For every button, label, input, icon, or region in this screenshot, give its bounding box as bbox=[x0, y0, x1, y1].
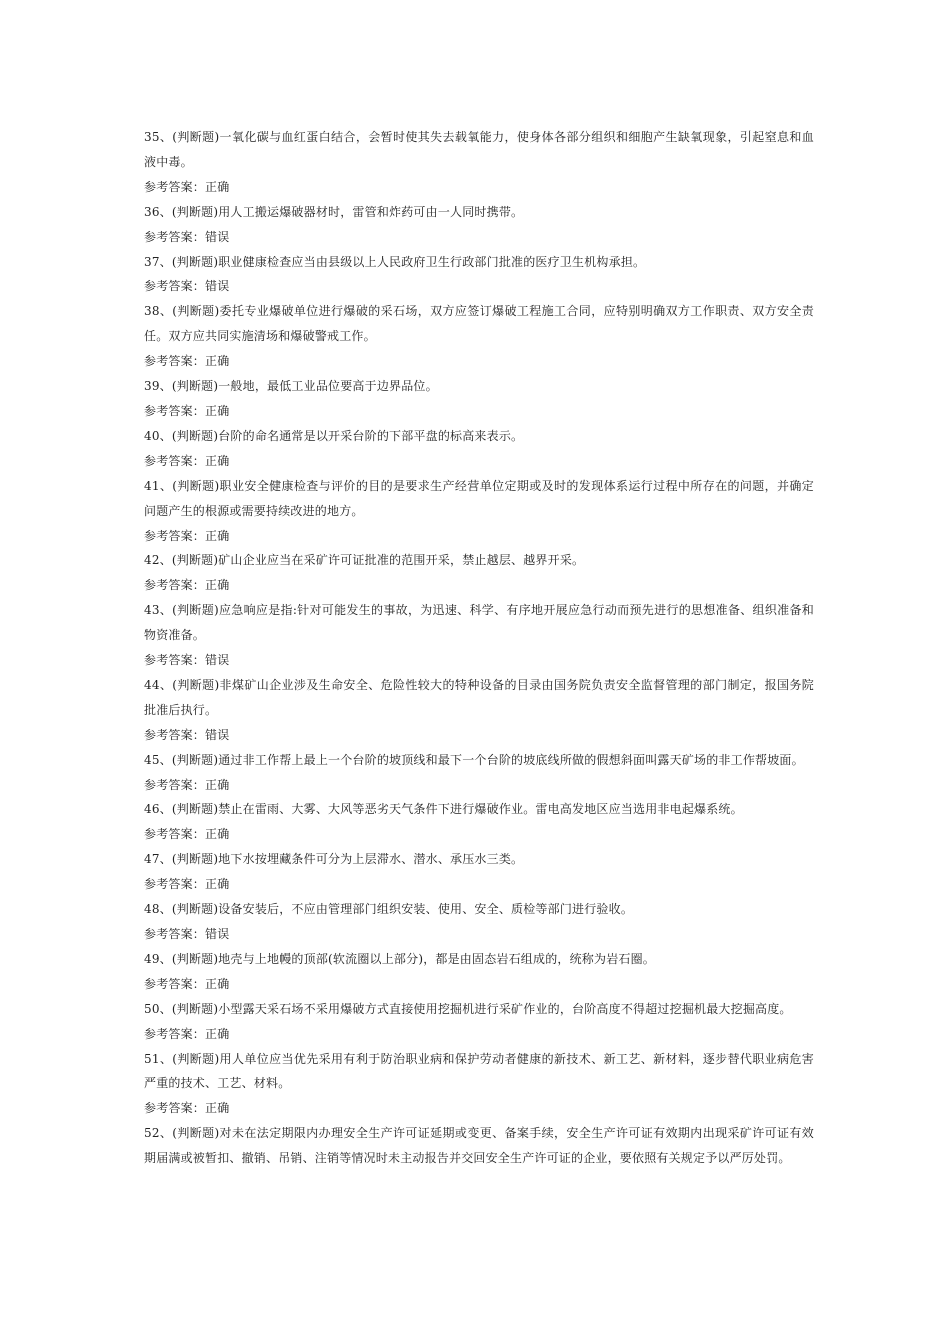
question-text: 52、(判断题)对未在法定期限内办理安全生产许可证延期或变更、备案手续，安全生产许可证有效期内出现采矿许可证有效期届满或被暂扣、撤销、吊销、注销等情况时未主动报告并交回安全生产许可证的企业，要依照有关规定予以严厉处罚。 bbox=[144, 1126, 814, 1166]
question-text: 48、(判断题)设备安装后，不应由管理部门组织安装、使用、安全、质检等部门进行验收。 bbox=[144, 902, 634, 917]
answer-text: 参考答案：正确 bbox=[144, 179, 230, 194]
question-text: 35、(判断题)一氧化碳与血红蛋白结合，会暂时使其失去载氧能力，使身体各部分组织和细胞产生缺氧现象，引起窒息和血液中毒。 bbox=[144, 130, 814, 169]
question-text: 42、(判断题)矿山企业应当在采矿许可证批准的范围开采，禁止越层、越界开采。 bbox=[144, 553, 585, 568]
question-text: 37、(判断题)职业健康检查应当由县级以上人民政府卫生行政部门批准的医疗卫生机构承担。 bbox=[144, 254, 646, 269]
answer-text: 参考答案：正确 bbox=[144, 1101, 230, 1116]
question-text: 50、(判断题)小型露天采石场不采用爆破方式直接使用挖掘机进行采矿作业的，台阶高度不得超过挖掘机最大挖掘高度。 bbox=[144, 1001, 792, 1016]
answer-text: 参考答案：正确 bbox=[144, 1026, 230, 1041]
answer-text: 参考答案：正确 bbox=[144, 528, 230, 543]
question-text: 36、(判断题)用人工搬运爆破器材时，雷管和炸药可由一人同时携带。 bbox=[144, 204, 524, 219]
question-list bbox=[144, 125, 814, 1171]
question-text: 47、(判断题)地下水按埋藏条件可分为上层滞水、潜水、承压水三类。 bbox=[144, 852, 524, 867]
answer-text: 参考答案：正确 bbox=[144, 827, 230, 842]
answer-text: 参考答案：错误 bbox=[144, 653, 230, 668]
answer-text: 参考答案：正确 bbox=[144, 453, 230, 468]
question-text: 43、(判断题)应急响应是指:针对可能发生的事故，为迅速、科学、有序地开展应急行动而预先进行的思想准备、组织准备和物资准备。 bbox=[144, 603, 814, 643]
answer-text: 参考答案：正确 bbox=[144, 354, 230, 369]
answer-text: 参考答案：错误 bbox=[144, 229, 230, 244]
answer-text: 参考答案：错误 bbox=[144, 927, 230, 941]
question-text: 39、(判断题)一般地，最低工业品位要高于边界品位。 bbox=[144, 379, 438, 394]
answer-text: 参考答案：正确 bbox=[144, 877, 230, 892]
answer-text: 参考答案：正确 bbox=[144, 777, 230, 792]
question-text: 49、(判断题)地壳与上地幔的顶部(软流圈以上部分)，都是由固态岩石组成的，统称为岩石圈。 bbox=[144, 951, 655, 966]
question-text: 46、(判断题)禁止在雷雨、大雾、大风等恶劣天气条件下进行爆破作业。雷电高发地区应当选用非电起爆系统。 bbox=[144, 802, 743, 817]
question-text: 41、(判断题)职业安全健康检查与评价的目的是要求生产经营单位定期或及时的发现体系运行过程中所存在的问题，并确定问题产生的根源或需要持续改进的地方。 bbox=[144, 478, 814, 518]
question-text: 38、(判断题)委托专业爆破单位进行爆破的采石场，双方应签订爆破工程施工合同，应特别明确双方工作职责、双方安全责任。双方应共同实施清场和爆破警戒工作。 bbox=[144, 304, 814, 344]
answer-text: 参考答案：正确 bbox=[144, 976, 230, 991]
answer-text: 参考答案：错误 bbox=[144, 279, 230, 294]
answer-text: 参考答案：正确 bbox=[144, 578, 230, 593]
answer-text: 参考答案：正确 bbox=[144, 403, 230, 418]
answer-text: 参考答案：错误 bbox=[144, 727, 230, 742]
question-text: 51、(判断题)用人单位应当优先采用有利于防治职业病和保护劳动者健康的新技术、新工艺、新材料，逐步替代职业病危害严重的技术、工艺、材料。 bbox=[144, 1051, 814, 1091]
question-text: 45、(判断题)通过非工作帮上最上一个台阶的坡顶线和最下一个台阶的坡底线所做的假想斜面叫露天矿场的非工作帮坡面。 bbox=[144, 752, 804, 767]
question-text: 44、(判断题)非煤矿山企业涉及生命安全、危险性较大的特种设备的目录由国务院负责安全监督管理的部门制定，报国务院批准后执行。 bbox=[144, 677, 814, 717]
question-text: 40、(判断题)台阶的命名通常是以开采台阶的下部平盘的标高来表示。 bbox=[144, 428, 524, 443]
